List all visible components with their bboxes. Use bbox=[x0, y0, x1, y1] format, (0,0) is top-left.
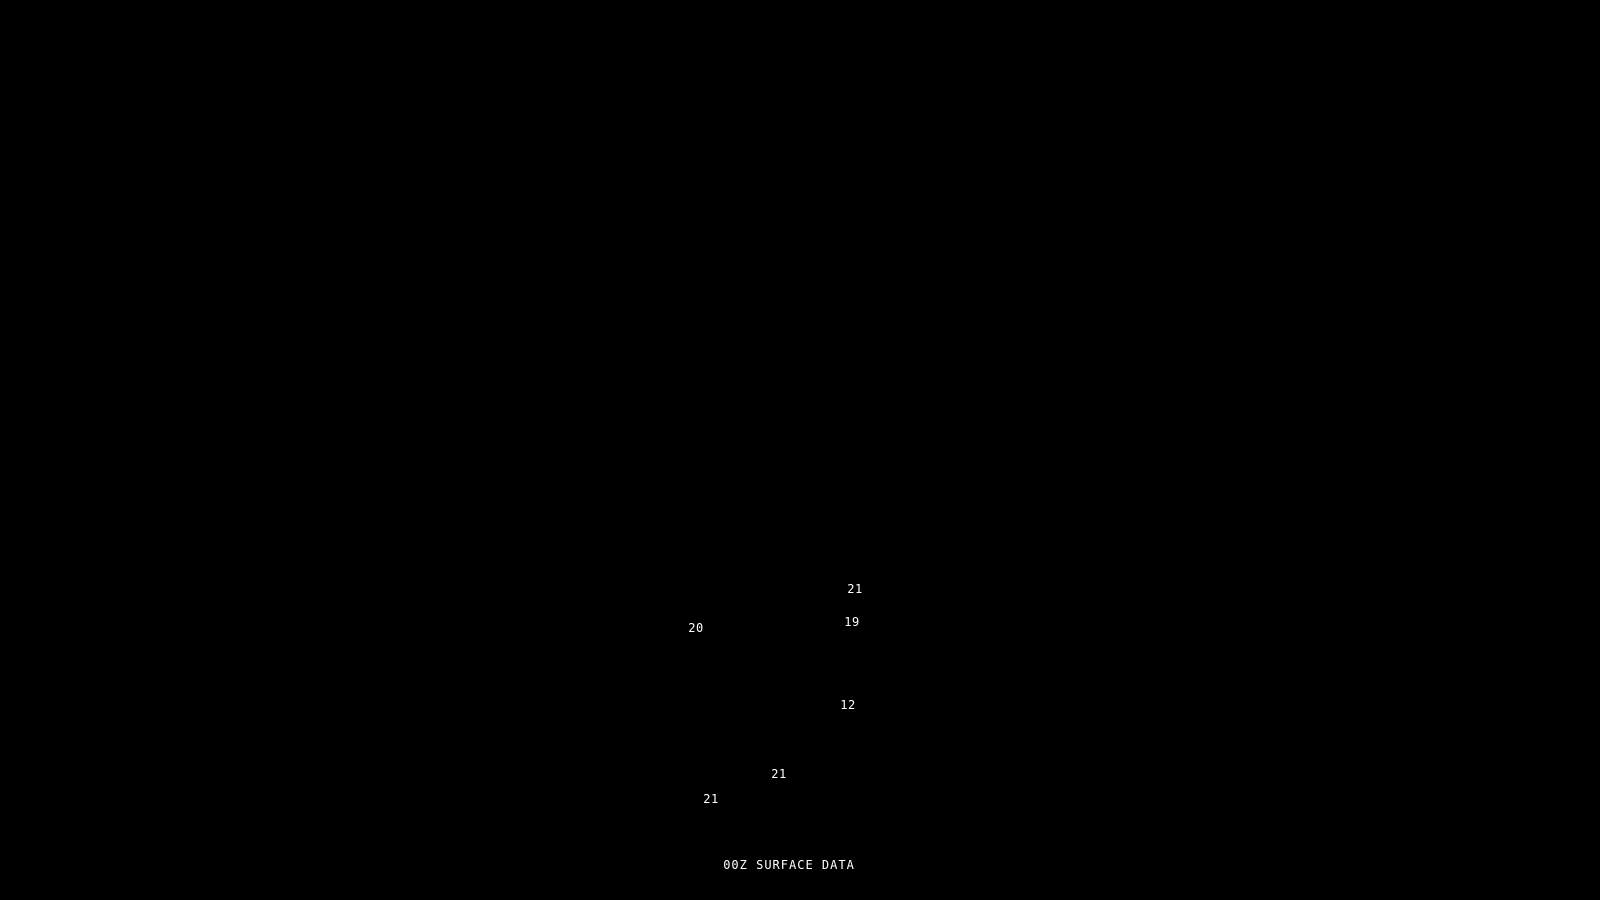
station-observation: 21 bbox=[771, 767, 787, 781]
station-observation: 19 bbox=[844, 615, 860, 629]
station-observation: 21 bbox=[703, 792, 719, 806]
station-observation: 21 bbox=[847, 582, 863, 596]
station-observation: 20 bbox=[688, 621, 704, 635]
map-caption: 00Z SURFACE DATA bbox=[723, 858, 855, 872]
station-observation: 12 bbox=[840, 698, 856, 712]
